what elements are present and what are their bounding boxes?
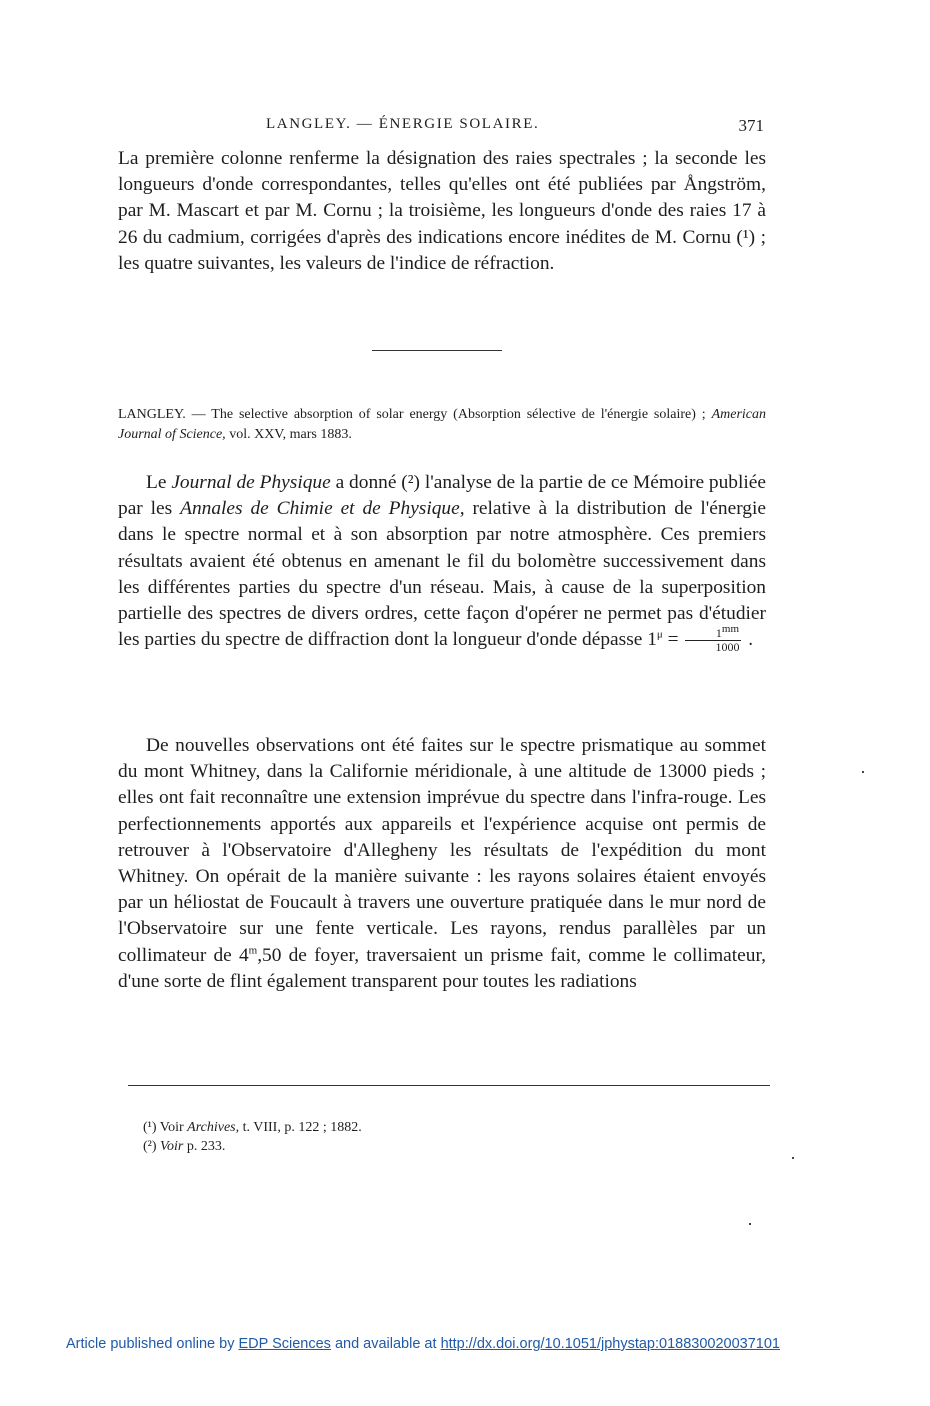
p2-text-2: a donné (²) l'analyse de la partie de ce Mémoire publiée par les <box>118 472 766 520</box>
scan-speck <box>749 1223 751 1225</box>
paragraph-observations <box>118 733 766 995</box>
p2-journal-title: Journal de Physique <box>171 472 331 493</box>
p2-annales-title: Annales de Chimie et de Physique, <box>180 498 465 520</box>
biblio-rest: vol. XXV, mars 1883. <box>225 426 352 442</box>
credit-middle: and available at <box>330 1336 441 1352</box>
p3-meter-sup: m <box>248 944 258 957</box>
biblio-cont-plain: l'énergie solaire) ; <box>600 407 712 422</box>
biblio-journal: American Journal of Science, <box>118 407 766 442</box>
wavelength-fraction <box>685 623 741 655</box>
footnote-rule <box>128 1085 770 1086</box>
paragraph-journal-analysis <box>118 470 766 654</box>
bibliographic-reference <box>118 405 766 444</box>
biblio-lead: LANGLEY. — The selective absorption of solar energy (Absorption sélective de <box>118 407 595 422</box>
fraction-numerator: $1^{mm}$ <box>685 627 741 641</box>
scan-speck <box>792 1157 794 1159</box>
footnote-1: (¹) Voir Archives, t. VIII, p. 122 ; 1882. <box>143 1120 362 1135</box>
p3-text-1: De nouvelles observations ont été faites sur le spectre prismatique au sommet du mont Whitney, dans la Californie méridionale, à une altitude de 13000 pieds ; elles ont fait reconnaître une extension imprévue du spectre dans l'infra-rouge. Les perfectionnements apportés aux appareils et l'expérience acquise ont permis de retrouver à l'Observatoire d'Allegheny les résultats de l'expédition du mont Whitney. On opérait de la manière suivante : les rayons solaires étaient envoyés par un héliostat de Foucault à travers une ouverture pratiquée dans le mur nord de l'Observatoire sur une fente verticale. Les rayons, rendus parallèles par un collimateur de 4 <box>118 735 766 966</box>
section-separator <box>372 350 502 351</box>
fraction-denominator: 1000 <box>715 640 740 655</box>
edp-sciences-link[interactable]: EDP Sciences <box>238 1336 331 1352</box>
doi-link[interactable]: http://dx.doi.org/10.1051/jphystap:018830020037101 <box>440 1336 780 1352</box>
p2-text-1: Le <box>146 472 172 493</box>
running-header <box>118 116 770 138</box>
page-number: 371 <box>738 116 764 135</box>
footnotes <box>143 1118 743 1156</box>
p2-end: . <box>743 629 754 651</box>
publication-credit <box>66 1336 866 1352</box>
p2-micron-symbol: μ <box>656 628 663 641</box>
paragraph-column-description: La première colonne renferme la désignation des raies spectrales ; la seconde les longueurs d'onde correspondantes, telles qu'elles ont été publiées par Ångström, par M. Mascart et par M. Cornu ; la troisième, les longueurs d'onde des raies 17 à 26 du cadmium, corrigées d'après des indications encore inédites de M. Cornu (¹) ; les quatre suivantes, les valeurs de l'indice de réfraction. <box>118 148 766 274</box>
p2-equals: = <box>662 629 684 651</box>
credit-prefix: Article published online by <box>66 1336 239 1352</box>
footnote-2: (²) Voir p. 233. <box>143 1139 226 1154</box>
running-title: LANGLEY. — ÉNERGIE SOLAIRE. <box>266 116 540 132</box>
p3-text-2: ,50 de foyer, traversaient un prisme fait, comme le collimateur, d'une sorte de flint également transparent pour toutes les radiations <box>118 944 766 992</box>
p2-text-3: relative à la distribution de l'énergie dans le spectre normal et à son absorption par notre atmosphère. Ces premiers résultats avaient été obtenus en amenant le fil du bolomètre successivement dans les différentes parties du spectre d'un réseau. Mais, à cause de la superposition partielle des spectres de divers ordres, cette façon d'opérer ne permet pas d'étudier les parties du spectre de diffraction dont la longueur d'onde dépasse 1 <box>118 498 766 651</box>
scan-speck <box>862 771 864 773</box>
